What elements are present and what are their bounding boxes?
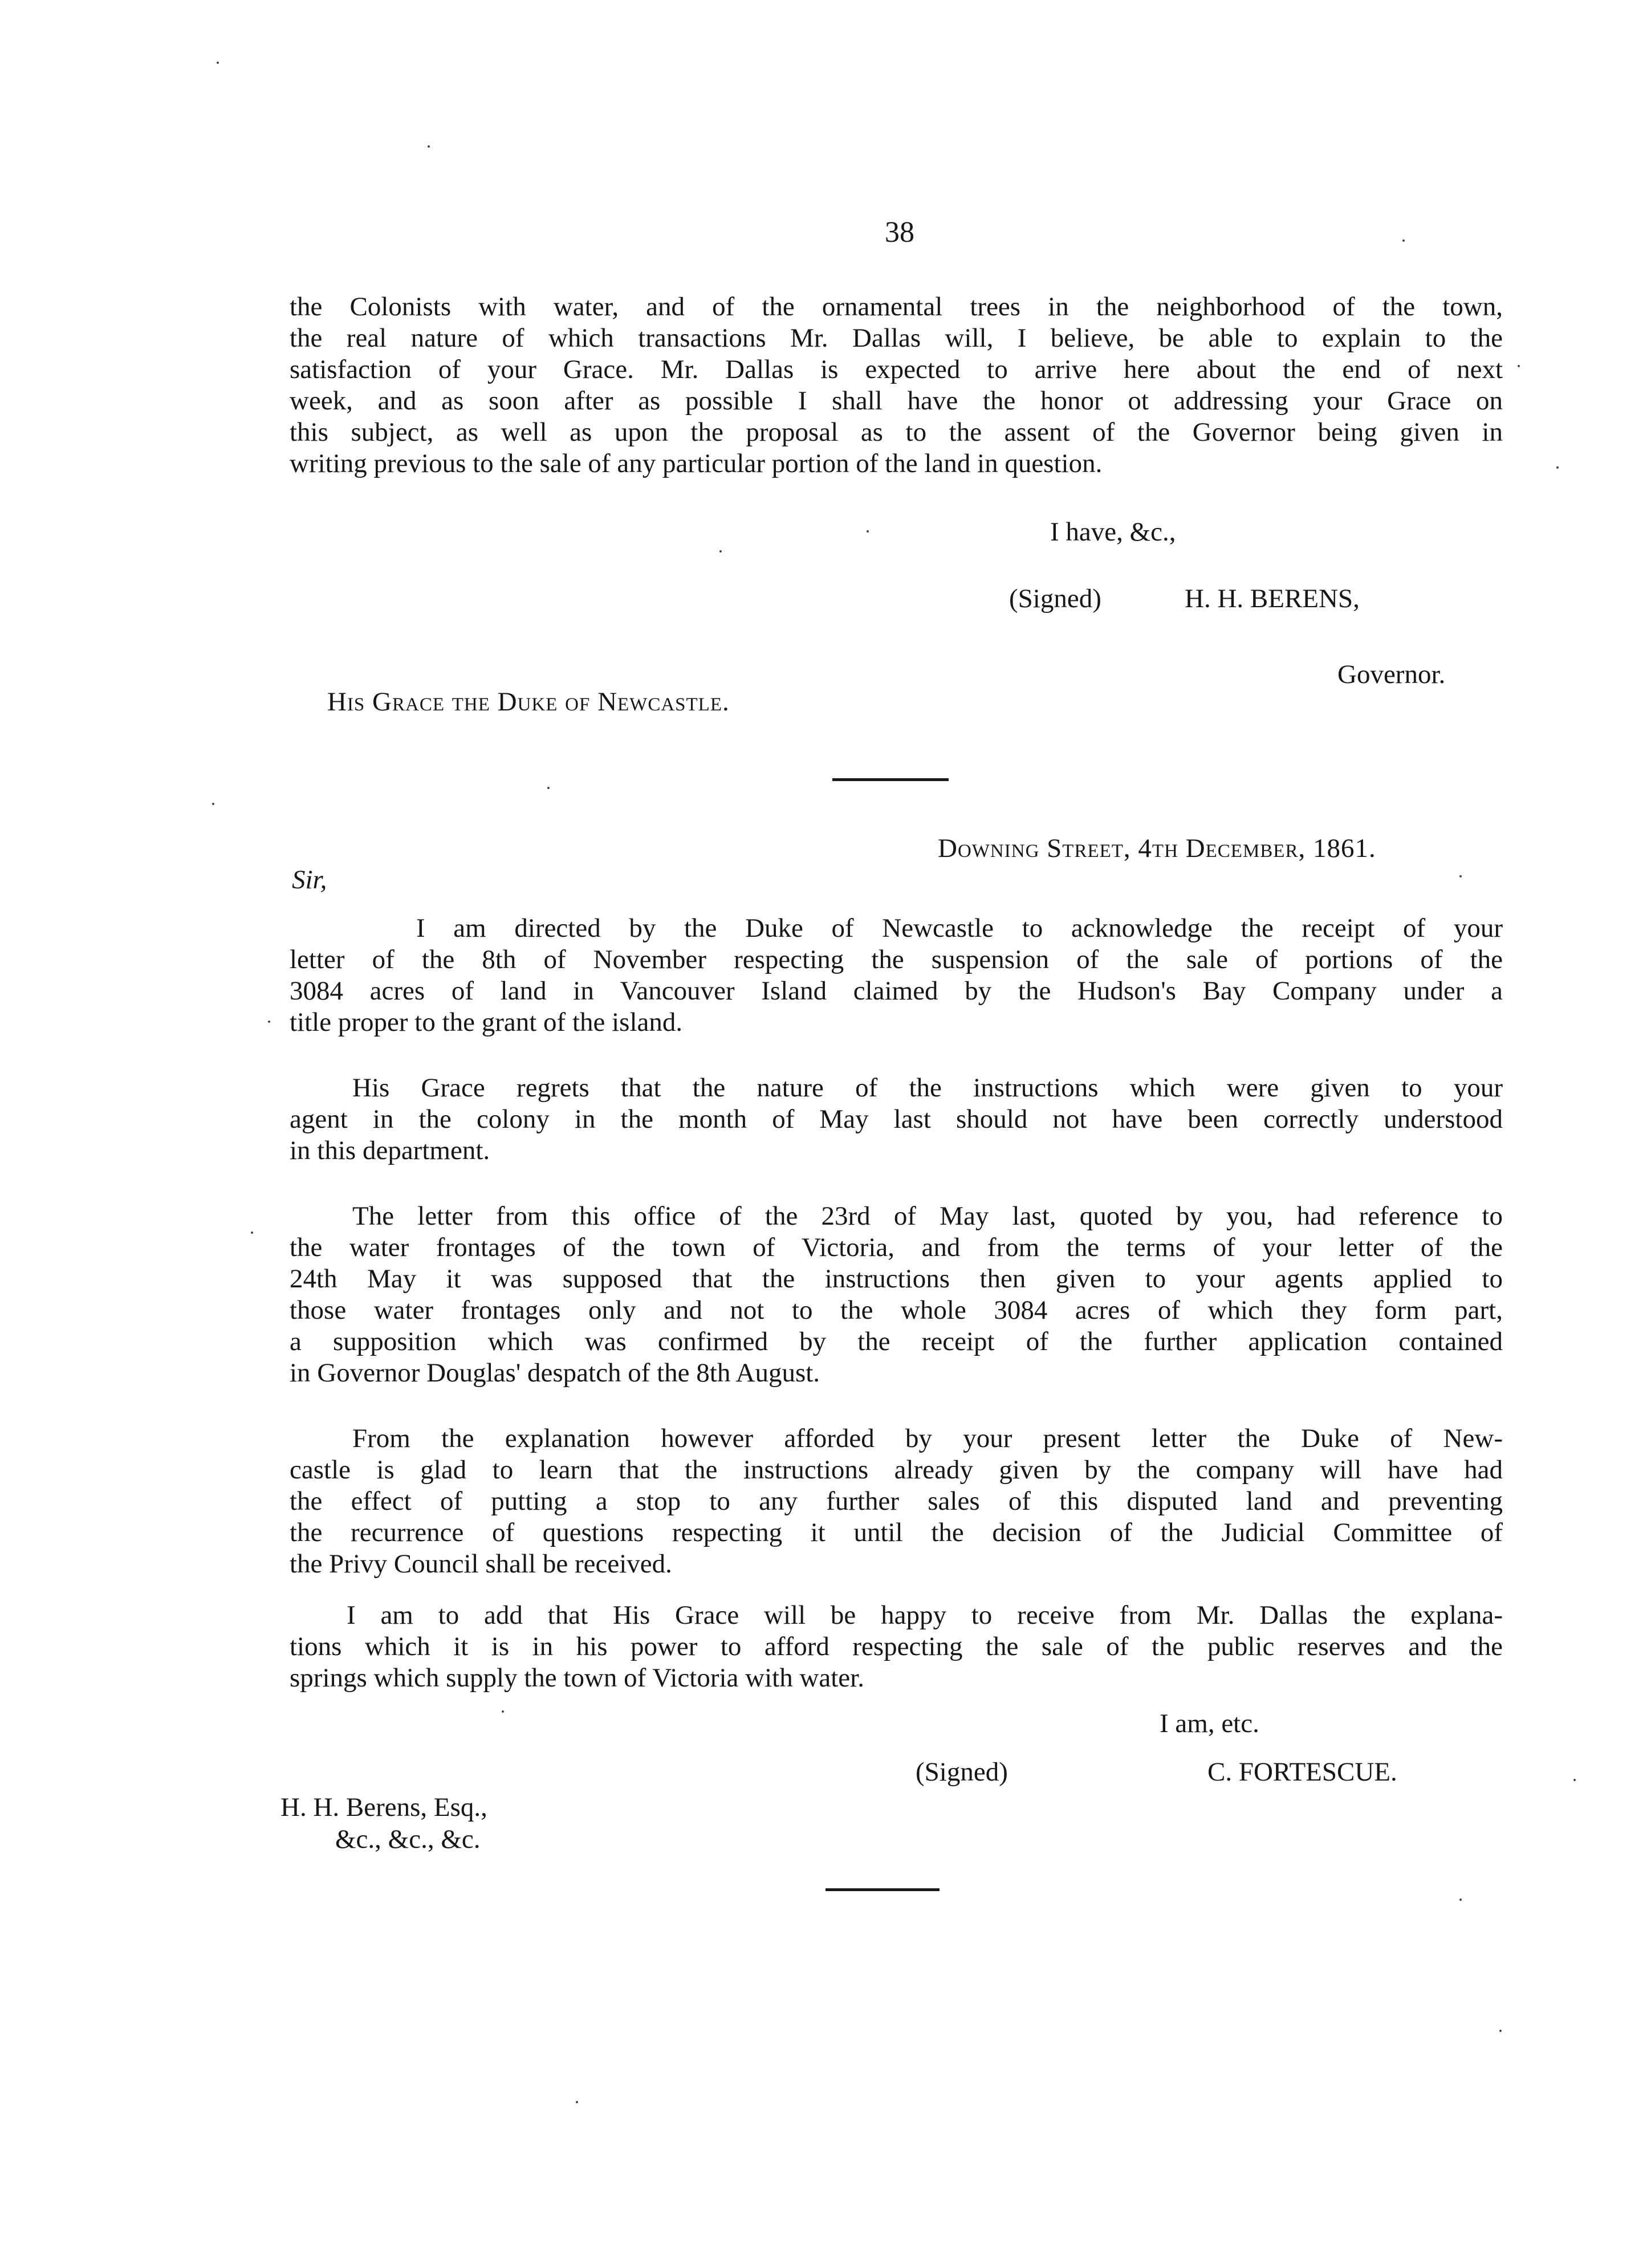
body-line: a supposition which was confirmed by the receipt of the further application contained [290, 1327, 1503, 1356]
letter-2-salutation: Sir, [292, 865, 327, 895]
body-line: I am directed by the Duke of Newcastle to acknowledge the receipt of your [416, 913, 1503, 943]
body-line: the Privy Council shall be received. [290, 1549, 672, 1579]
letter-2-signatory: C. FORTESCUE. [1207, 1757, 1397, 1787]
body-line: His Grace regrets that the nature of the instructions which were given to your [352, 1073, 1503, 1103]
body-line: I am to add that His Grace will be happy to receive from Mr. Dallas the explana- [347, 1600, 1503, 1630]
body-line: the Colonists with water, and of the ornamental trees in the neighborhood of the town, [290, 292, 1503, 322]
body-line: 3084 acres of land in Vancouver Island claimed by the Hudson's Bay Company under a [290, 976, 1503, 1006]
body-line: the recurrence of questions respecting it until the decision of the Judicial Committee of [290, 1518, 1503, 1547]
body-line: letter of the 8th of November respecting the suspension of the sale of portions of the [290, 945, 1503, 974]
body-line: The letter from this office of the 23rd of May last, quoted by you, had reference to [352, 1201, 1503, 1231]
body-line: in Governor Douglas' despatch of the 8th August. [290, 1358, 820, 1388]
body-line: title proper to the grant of the island. [290, 1007, 683, 1037]
body-line: this subject, as well as upon the proposal as to the assent of the Governor being given in [290, 417, 1503, 447]
letter-1-addressee: His Grace the Duke of Newcastle. [327, 687, 730, 717]
letter-2-addressee-etc: &c., &c., &c. [335, 1824, 481, 1854]
body-line: castle is glad to learn that the instructions already given by the company will have had [290, 1455, 1503, 1485]
body-line: in this department. [290, 1136, 490, 1165]
body-line: 24th May it was supposed that the instructions then given to your agents applied to [290, 1264, 1503, 1294]
letter-1-signatory: H. H. BERENS, [1185, 584, 1360, 613]
page-number: 38 [885, 216, 914, 249]
letter-1-closing: I have, &c., [1050, 517, 1176, 547]
body-line: the real nature of which transactions Mr. Dallas will, I believe, be able to explain to the [290, 323, 1503, 353]
body-line: agent in the colony in the month of May last should not have been correctly understood [290, 1104, 1503, 1134]
letter-2-dateline: Downing Street, 4th December, 1861. [938, 834, 1376, 863]
letter-1-signatory-title: Governor. [1337, 660, 1446, 689]
body-line: the water frontages of the town of Victoria, and from the terms of your letter of the [290, 1233, 1503, 1262]
body-line: writing previous to the sale of any particular portion of the land in question. [290, 449, 1103, 478]
section-divider [825, 1888, 940, 1891]
body-line: springs which supply the town of Victoria with water. [290, 1663, 864, 1693]
section-divider [832, 778, 949, 781]
letter-2-signed-label: (Signed) [916, 1757, 1008, 1787]
body-line: tions which it is in his power to afford respecting the sale of the public reserves and the [290, 1632, 1503, 1661]
body-line: From the explanation however afforded by your present letter the Duke of New- [352, 1424, 1503, 1453]
letter-1-signed-label: (Signed) [1009, 584, 1101, 613]
letter-2-closing: I am, etc. [1160, 1709, 1259, 1738]
body-line: those water frontages only and not to the whole 3084 acres of which they form part, [290, 1295, 1503, 1325]
letter-2-addressee-name: H. H. Berens, Esq., [280, 1793, 487, 1822]
body-line: satisfaction of your Grace. Mr. Dallas is expected to arrive here about the end of next [290, 355, 1503, 384]
body-line: the effect of putting a stop to any further sales of this disputed land and preventing [290, 1486, 1503, 1516]
body-line: week, and as soon after as possible I shall have the honor ot addressing your Grace on [290, 386, 1503, 416]
